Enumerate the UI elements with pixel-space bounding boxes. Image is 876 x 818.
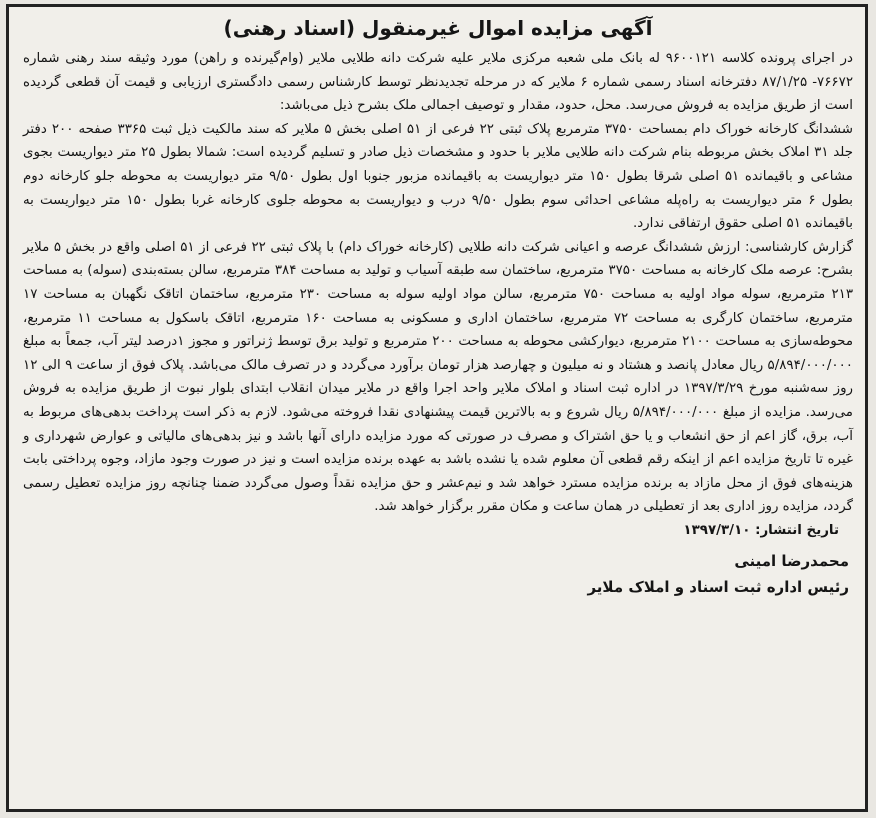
publish-date: تاریخ انتشار: ۱۳۹۷/۳/۱۰: [683, 522, 839, 538]
notice-title: آگهی مزایده اموال غیرمنقول (اسناد رهنی): [223, 16, 653, 40]
auction-notice: [6, 4, 868, 812]
signatory-name: محمدرضا امینی: [734, 552, 849, 571]
signature-block: [23, 548, 853, 600]
signatory-title: رئیس اداره ثبت اسناد و املاک ملایر: [587, 578, 849, 597]
intro-paragraph: در اجرای پرونده کلاسه ۹۶۰۰۱۲۱ له بانک ملی شعبه مرکزی ملایر علیه شرکت دانه طلایی ملایر (وام‌گیرنده و راهن) مورد وثیقه سند رهنی شماره ۷۶۶۷۲- ۸۷/۱/۲۵ دفترخانه اسناد رسمی شماره ۶ ملایر که در مرحله تجدیدنظر توسط کارشناس رسمی دادگستری ارزیابی و قیمت آن قطعی گردیده است از طریق مزایده به فروش می‌رسد. محل، حدود، مقدار و توصیف اجمالی ملک بشرح ذیل می‌باشد:: [23, 51, 854, 114]
expert-report-paragraph: گزارش کارشناسی: ارزش ششدانگ عرصه و اعیانی شرکت دانه طلایی (کارخانه خوراک دام) با پلاک ثبتی ۲۲ فرعی از ۵۱ اصلی واقع در بخش ۵ ملایر بشرح: عرصه ملک کارخانه به مساحت ۳۷۵۰ مترمربع، ساختمان سه طبقه آسیاب و تولید به مساحت ۳۸۴ مترمربع، سالن بسته‌بندی (سوله) به مساحت ۲۱۳ مترمربع، سوله مواد اولیه به مساحت ۷۵۰ مترمربع، سالن مواد اولیه سوله به مساحت ۲۳۰ مترمربع، ساختمان اتاقک نگهبان به مساحت ۱۷ مترمربع، ساختمان کارگری به مساحت ۷۲ مترمربع، ساختمان اداری و مسکونی به مساحت ۱۶۰ مترمربع، اتاقک باسکول به مساحت ۱۱ مترمربع، محوطه‌سازی به مساحت ۲۱۰۰ مترمربع، دیوارکشی محوطه به مساحت ۲۰۰ مترمربع و تولید برق توسط ژنراتور و مجوز ۱درصد لیتر آب، جمعاً به مبلغ ۵/۸۹۴/۰۰۰/۰۰۰ ریال معادل پانصد و هشتاد و نه میلیون و چهارصد هزار تومان برآورد می‌گردد و در تصرف مالک می‌باشد. پلاک فوق از ساعت ۹ الی ۱۲ روز سه‌شنبه مورخ ۱۳۹۷/۳/۲۹ در اداره ثبت اسناد و املاک ملایر واحد اجرا واقع در ملایر میدان انقلاب ابتدای بلوار نبوت از طریق مزایده به فروش می‌رسد. مزایده از مبلغ ۵/۸۹۴/۰۰۰/۰۰۰ ریال شروع و به بالاترین قیمت پیشنهادی نقدا فروخته می‌شود. لازم به ذکر است پرداخت بدهی‌های مربوط به آب، برق، گاز اعم از حق انشعاب و یا حق اشتراک و مصرف در صورتی که مورد مزایده دارای آنها باشد و نیز بدهی‌های مالیاتی و عوارض شهرداری و غیره تا تاریخ مزایده اعم از اینکه رقم قطعی آن معلوم شده یا نشده باشد به عهده برنده مزایده است و نیز در صورت وجود مازاد، وجوه پرداختی بابت هزینه‌های فوق از محل مازاد به برنده مزایده مسترد خواهد شد و نیم‌عشر و حق مزایده نقداً وصول می‌گردد ضمنا چنانچه روز مزایده تعطیل رسمی گردد، مزایده روز اداری بعد از تعطیلی در همان ساعت و مکان مقرر برگزار خواهد شد.: [23, 239, 854, 515]
property-description-paragraph: ششدانگ کارخانه خوراک دام بمساحت ۳۷۵۰ مترمربع پلاک ثبتی ۲۲ فرعی از ۵۱ اصلی بخش ۵ ملایر که سند مالکیت ذیل ثبت ۳۳۶۵ صفحه ۲۰۰ دفتر جلد ۳۱ املاک بخش مربوطه بنام شرکت دانه طلایی ملایر با حدود و مشخصات ذیل صادر و تسلیم گردیده است: شمالا بطول ۲۵ متر دیواریست بجوی مشاعی و باقیمانده ۵۱ اصلی شرقا بطول ۱۵۰ متر دیواریست به باقیمانده مزبور جنوبا اول بطول ۹/۵۰ متر دیواریست به محوطه جلو کارخانه دوم بطول ۶ متر دیواریست به راه‌پله مشاعی احداثی سوم بطول ۹/۵۰ درب و دیواریست به محوطه جلوی کارخانه غربا بطول ۱۵۰ متر دیواریست به باقیمانده ۵۱ اصلی حقوق ارتفاقی ندارد.: [23, 121, 853, 232]
